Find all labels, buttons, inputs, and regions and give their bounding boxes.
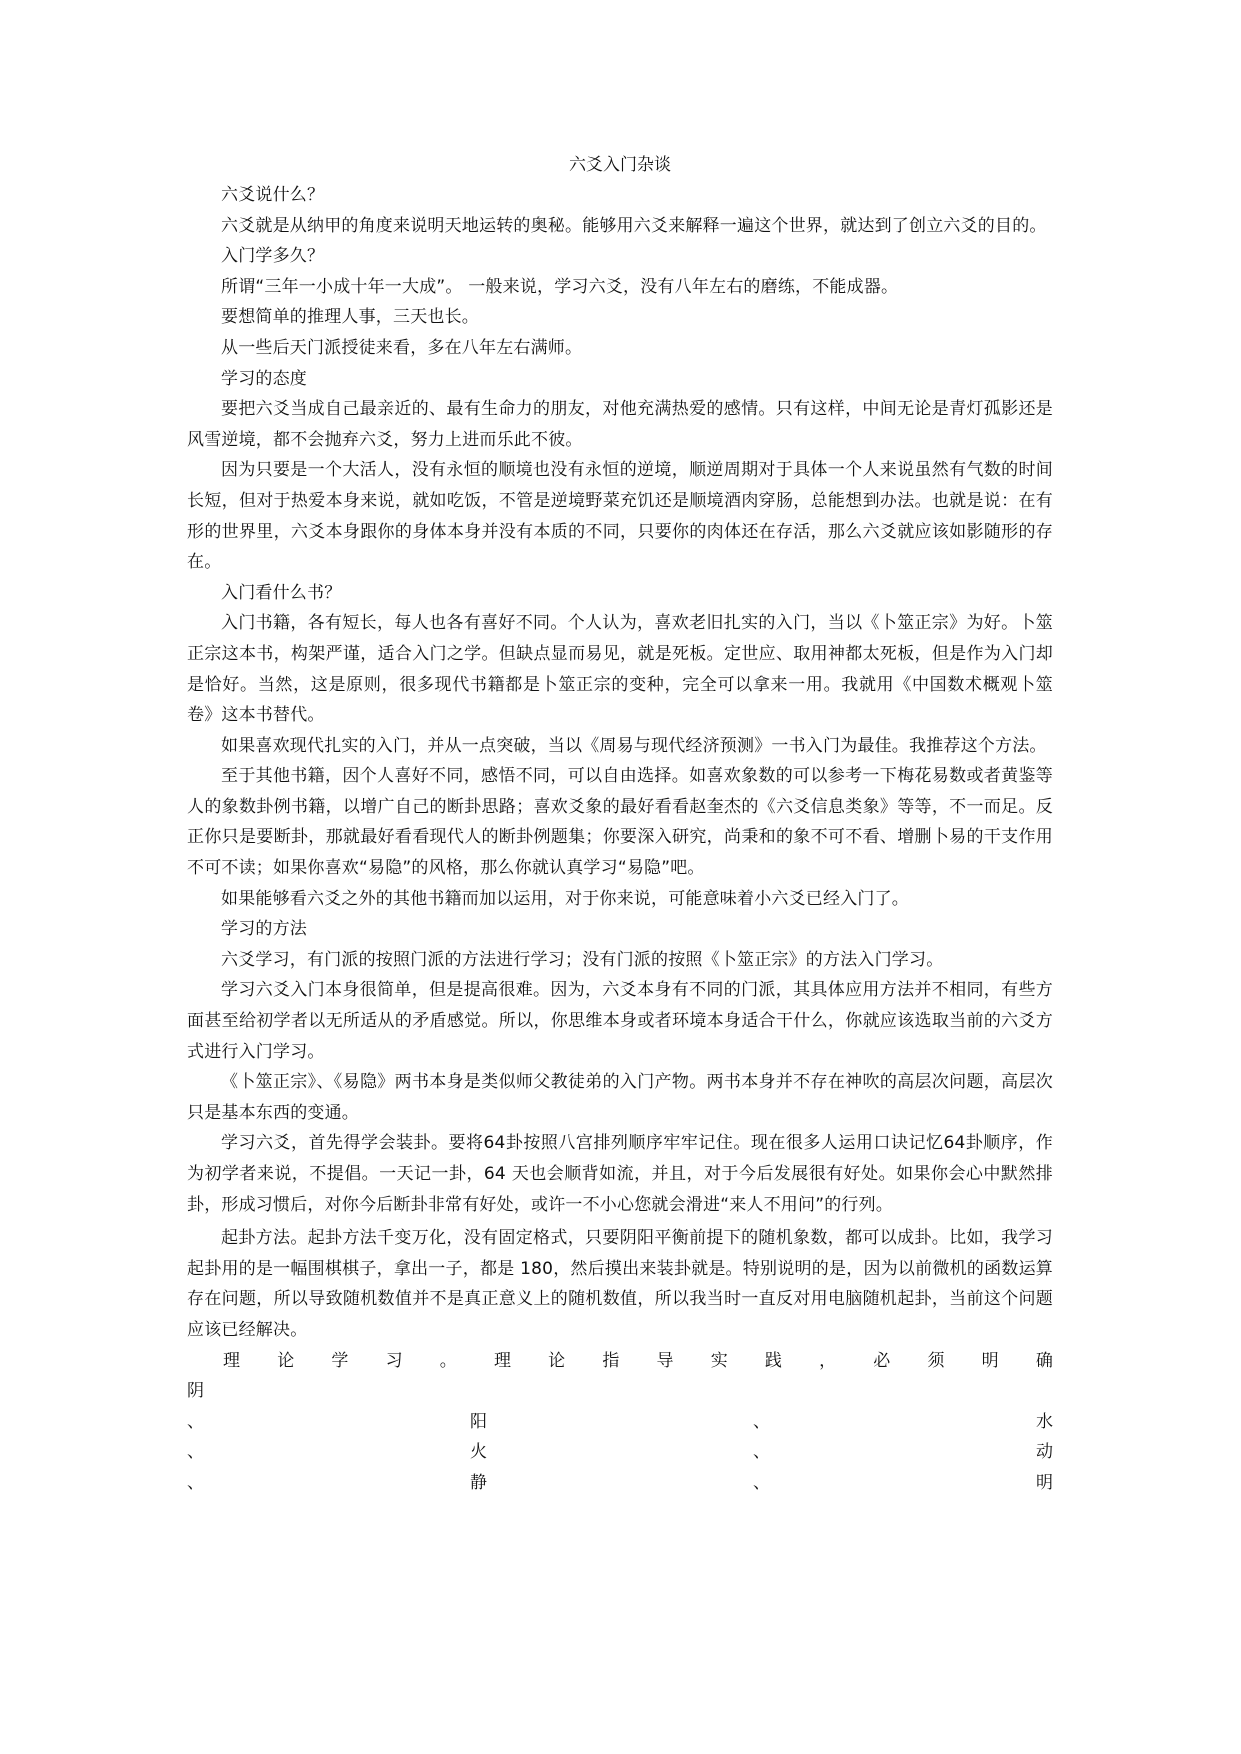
- spread-char: ，: [819, 1350, 837, 1371]
- paragraph: 《卜筮正宗》、《易隐》两书本身是类似师父教徒弟的入门产物。两书本身并不存在神吹的高层次问题，高层次只是基本东西的变通。: [187, 1072, 1053, 1123]
- spread-char: 确: [1035, 1350, 1053, 1371]
- section-heading: 六爻说什么？: [221, 185, 325, 205]
- document-page: [187, 150, 1053, 1499]
- spread-line-3: [187, 1407, 1053, 1438]
- spread-char: 学: [331, 1350, 349, 1371]
- section-heading: 学习的方法: [221, 919, 307, 940]
- spread-char: 习: [385, 1350, 403, 1371]
- spread-char: 实: [710, 1350, 728, 1371]
- spread-char: 、: [753, 1442, 770, 1463]
- spread-char: 、: [187, 1411, 204, 1432]
- spread-char: 、: [753, 1411, 770, 1432]
- spread-char: 、: [187, 1472, 204, 1493]
- paragraph: 要把六爻当成自己最亲近的、最有生命力的朋友，对他充满热爱的感情。只有这样，中间无论是青灯孤影还是风雪逆境，都不会抛弃六爻，努力上进而乐此不彼。: [187, 399, 1053, 450]
- spread-char: 火: [470, 1442, 487, 1463]
- spread-line-1: [187, 1346, 1053, 1377]
- paragraph: 至于其他书籍，因个人喜好不同，感悟不同，可以自由选择。如喜欢象数的可以参考一下梅花易数或者黄鉴等人的象数卦例书籍，以增广自己的断卦思路；喜欢爻象的最好看看赵奎杰的《六爻信息类象》等等，不一而足。反正你只是要断卦，那就最好看看现代人的断卦例题集；你要深入研究，尚秉和的象不可不看、增删卜易的干支作用不可不读；如果你喜欢“易隐”的风格，那么你就认真学习“易隐”吧。: [187, 766, 1053, 879]
- paragraph: 如果能够看六爻之外的其他书籍而加以运用，对于你来说，可能意味着小六爻已经入门了。: [221, 888, 909, 909]
- spread-char: 明: [1036, 1472, 1053, 1493]
- paragraph: 学习六爻入门本身很简单，但是提高很难。因为，六爻本身有不同的门派，其具体应用方法并不相同，有些方面甚至给初学者以无所适从的矛盾感觉。所以，你思维本身或者环境本身适合干什么，你就应该选取当前的六爻方式进行入门学习。: [187, 980, 1053, 1062]
- section-heading: 入门学多久？: [221, 246, 325, 267]
- paragraph: 起卦方法。起卦方法千变万化，没有固定格式，只要阴阳平衡前提下的随机象数，都可以成卦。比如，我学习起卦用的是一幅围棋棋子，拿出一子，都是 180，然后摸出来装卦就是。特别说明的是，因为以前微机的函数运算存在问题，所以导致随机数值并不是真正意义上的随机数值，所以我当时一直反对用电脑随机起卦，当前这个问题应该已经解决。: [187, 1228, 1053, 1340]
- paragraph: 要想简单的推理人事，三天也长。: [221, 307, 479, 328]
- paragraph: 六爻学习，有门派的按照门派的方法进行学习；没有门派的按照《卜筮正宗》的方法入门学习。: [221, 949, 944, 970]
- paragraph: 六爻就是从纳甲的角度来说明天地运转的奥秘。能够用六爻来解释一遍这个世界，就达到了创立六爻的目的。: [221, 215, 1047, 236]
- spread-char: 静: [470, 1472, 487, 1493]
- spread-char: 、: [753, 1472, 770, 1493]
- paragraph: 学习六爻，首先得学会装卦。要将64卦按照八宫排列顺序牢牢记住。现在很多人运用口诀记忆64卦顺序，作为初学者来说，不提倡。一天记一卦，64 天也会顺背如流，并且，对于今后发展很有好处。如果你会心中默然排卦，形成习惯后，对你今后断卦非常有好处，或许一不小心您就会滑进“来人不用问”的行列。: [187, 1133, 1053, 1215]
- spread-char: 水: [1036, 1411, 1053, 1432]
- spread-char: 论: [277, 1350, 295, 1371]
- spread-char: 动: [1036, 1442, 1053, 1463]
- spread-char: 。: [439, 1350, 457, 1371]
- spread-char: 导: [656, 1350, 674, 1371]
- spread-char: 理: [493, 1350, 511, 1371]
- spread-char: 指: [602, 1350, 620, 1371]
- paragraph: 从一些后天门派授徒来看，多在八年左右满师。: [221, 337, 583, 358]
- section-heading: 学习的态度: [221, 368, 307, 389]
- document-title: 六爻入门杂谈: [569, 155, 671, 175]
- paragraph: 因为只要是一个大活人，没有永恒的顺境也没有永恒的逆境，顺逆周期对于具体一个人来说虽然有气数的时间长短，但对于热爱本身来说，就如吃饭，不管是逆境野菜充饥还是顺境酒肉穿肠，总能想到办法。也就是说：在有形的世界里，六爻本身跟你的身体本身并没有本质的不同，只要你的肉体还在存活，那么六爻就应该如影随形的存在。: [187, 460, 1053, 573]
- paragraph: 所谓“三年一小成十年一大成”。 一般来说，学习六爻，没有八年左右的磨练，不能成器。: [221, 276, 899, 297]
- spread-line-5: [187, 1468, 1053, 1499]
- paragraph: 入门书籍，各有短长，每人也各有喜好不同。个人认为，喜欢老旧扎实的入门，当以《卜筮正宗》为好。卜筮正宗这本书，构架严谨，适合入门之学。但缺点显而易见，就是死板。定世应、取用神都太死板，但是作为入门却是恰好。当然，这是原则，很多现代书籍都是卜筮正宗的变种，完全可以拿来一用。我就用《中国数术概观卜筮卷》这本书替代。: [187, 613, 1053, 726]
- spread-line-4: [187, 1437, 1053, 1468]
- spread-char: 明: [981, 1350, 999, 1371]
- paragraph: 如果喜欢现代扎实的入门，并从一点突破，当以《周易与现代经济预测》一书入门为最佳。我推荐这个方法。: [221, 735, 1047, 756]
- spread-char: 必: [873, 1350, 891, 1371]
- spread-line-2: 阴: [187, 1381, 204, 1402]
- spread-char: 践: [764, 1350, 782, 1371]
- spread-char: 理: [223, 1350, 240, 1371]
- spread-char: 、: [187, 1442, 204, 1463]
- section-heading: 入门看什么书？: [221, 582, 342, 603]
- spread-char: 须: [927, 1350, 945, 1371]
- spread-char: 论: [548, 1350, 566, 1371]
- spread-char: 阳: [470, 1411, 487, 1432]
